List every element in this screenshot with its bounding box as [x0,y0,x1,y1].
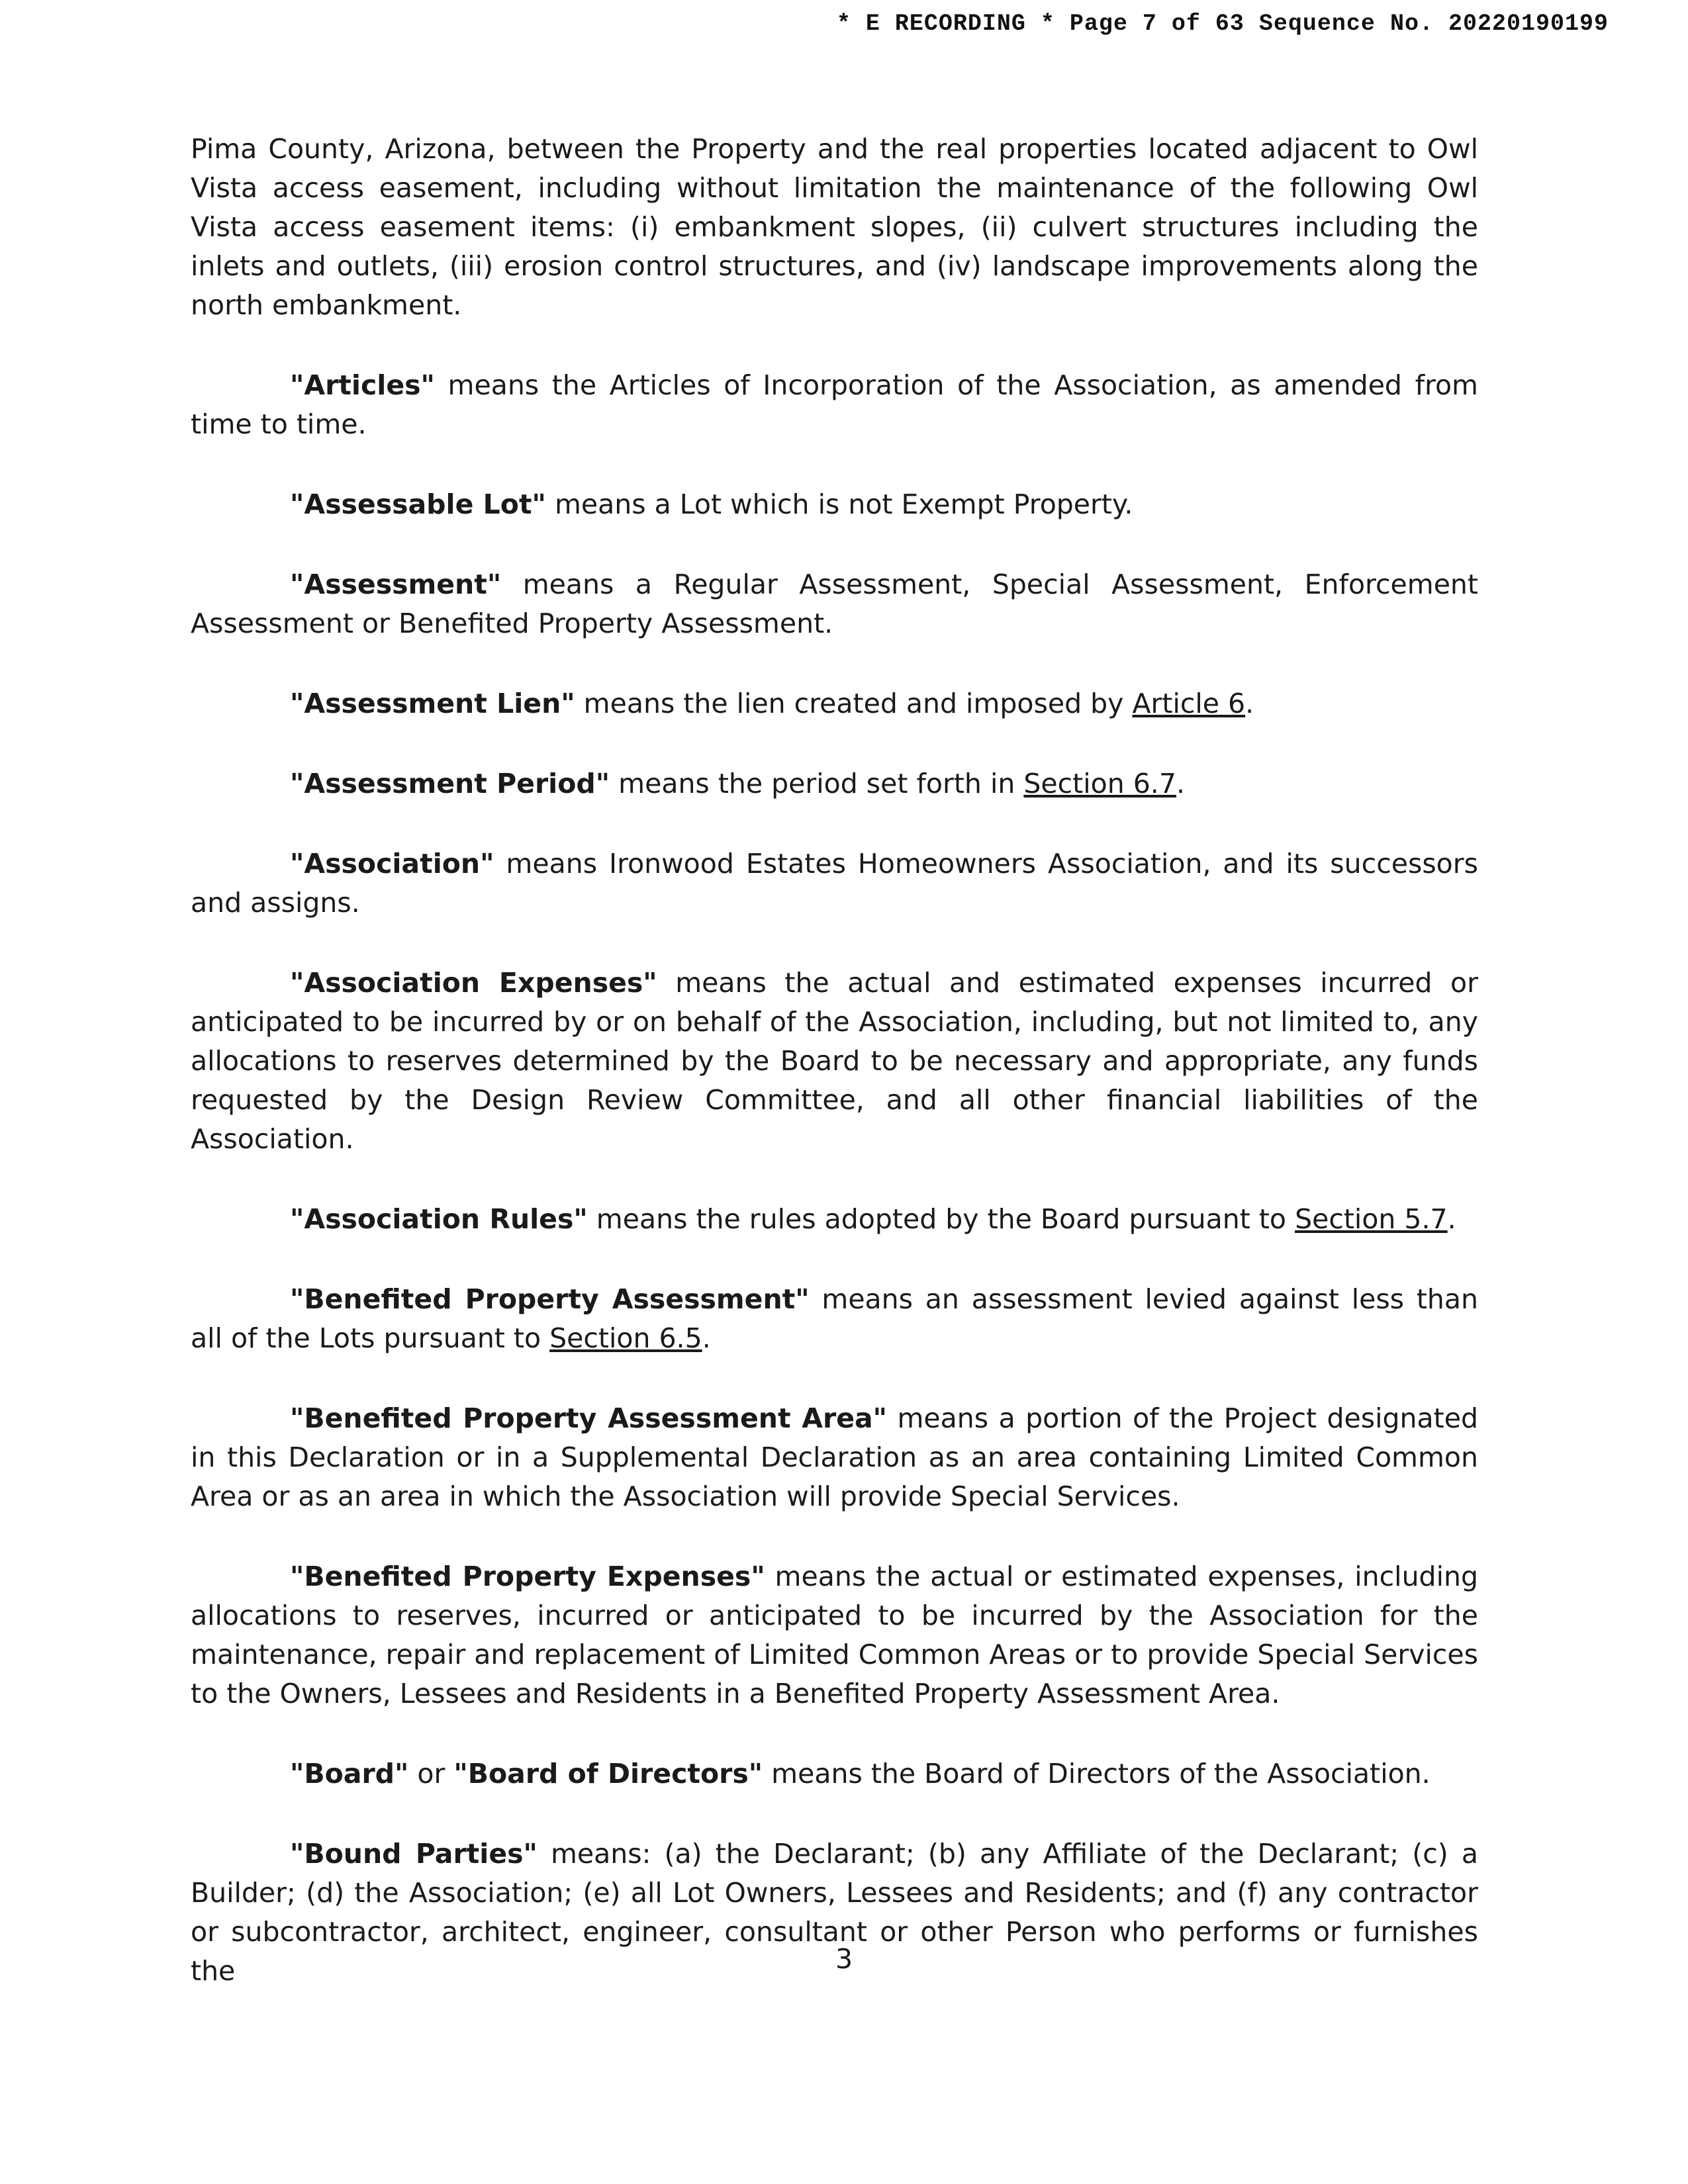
definition-benefited-property-assessment-area [191,1399,1478,1516]
definition-text: means the actual or estimated expenses, including allocations to reserves, incurred or anticipated to be incurred by the Association for the maintenance, repair and replacement of Limited Common Areas or to provide Special Services to the Owners, Lessees and Residents in a Benefited Property Assessment Area. [191,1561,1478,1709]
defined-term: "Benefited Property Assessment" [290,1283,810,1315]
cross-reference-link: Section 6.5 [549,1322,702,1354]
continuation-paragraph: Pima County, Arizona, between the Property and the real properties located adjacent to Owl Vista access easement, including without limitation the maintenance of the following Owl Vista access easement items: (i) embankment slopes, (ii) culvert structures including the inlets and outlets, (iii) erosion control structures, and (iv) landscape improvements along the north embankment. [191,133,1478,321]
definition-assessment [191,565,1478,643]
term-connector: or [408,1758,454,1790]
definition-text: means a Lot which is not Exempt Property. [545,488,1133,520]
definition-assessable-lot [191,485,1478,524]
definition-text: means the rules adopted by the Board pursuant to [587,1203,1295,1235]
defined-term: "Board of Directors" [453,1758,763,1790]
definition-text: means the Articles of Incorporation of the Association, as amended from time to time. [191,369,1478,440]
document-body [191,130,1478,1991]
recording-header: * E RECORDING * Page 7 of 63 Sequence No. 20220190199 [836,11,1609,37]
definition-text: means the lien created and imposed by [575,688,1133,719]
definition-end: . [1176,768,1185,799]
defined-term: "Assessment Lien" [290,688,575,719]
definition-assessment-period [191,764,1478,803]
definition-text: means the period set forth in [610,768,1024,799]
definition-text: means a Regular Assessment, Special Assessment, Enforcement Assessment or Benefited Property Assessment. [191,569,1478,639]
definition-board [191,1754,1478,1794]
definition-association-rules [191,1200,1478,1239]
definition-end: . [1447,1203,1456,1235]
cross-reference-link: Article 6 [1132,688,1246,719]
definition-assessment-lien [191,684,1478,723]
definition-text: means: (a) the Declarant; (b) any Affiliate of the Declarant; (c) a Builder; (d) the Association; (e) all Lot Owners, Lessees and Residents; and (f) any contractor or subcontractor, architect, engineer, consultant or other Person who performs or furnishes the [191,1838,1479,1987]
defined-term: "Board" [290,1758,409,1790]
defined-term: "Assessable Lot" [290,488,546,520]
defined-term: "Benefited Property Expenses" [290,1561,765,1592]
defined-term: "Benefited Property Assessment Area" [290,1402,888,1434]
definition-association [191,844,1478,923]
defined-term: "Articles" [290,369,435,401]
definition-association-expenses [191,964,1478,1159]
definition-end: . [702,1322,711,1354]
definition-articles [191,366,1478,444]
definition-text: means an assessment levied against less than all of the Lots pursuant to [191,1283,1478,1354]
page-number: 3 [835,1943,853,1975]
definition-benefited-property-expenses [191,1557,1478,1713]
defined-term: "Bound Parties" [290,1838,538,1870]
defined-term: "Assessment" [290,569,502,600]
defined-term: "Association" [290,848,494,880]
definition-benefited-property-assessment [191,1280,1478,1358]
definition-text: means a portion of the Project designated in this Declaration or in a Supplemental Declaration as an area containing Limited Common Area or as an area in which the Association will provide Special Services. [191,1402,1478,1512]
definition-text: means the actual and estimated expenses incurred or anticipated to be incurred by or on behalf of the Association, including, but not limited to, any allocations to reserves determined by the Board to be necessary and appropriate, any funds requested by the Design Review Committee, and all other financial liabilities of the Association. [191,967,1478,1155]
definition-end: . [1245,688,1254,719]
cross-reference-link: Section 5.7 [1295,1203,1448,1235]
definition-text: means the Board of Directors of the Association. [763,1758,1430,1790]
defined-term: "Association Expenses" [290,967,657,999]
defined-term: "Association Rules" [290,1203,588,1235]
cross-reference-link: Section 6.7 [1023,768,1176,799]
defined-term: "Assessment Period" [290,768,610,799]
definition-text: means Ironwood Estates Homeowners Association, and its successors and assigns. [191,848,1478,919]
